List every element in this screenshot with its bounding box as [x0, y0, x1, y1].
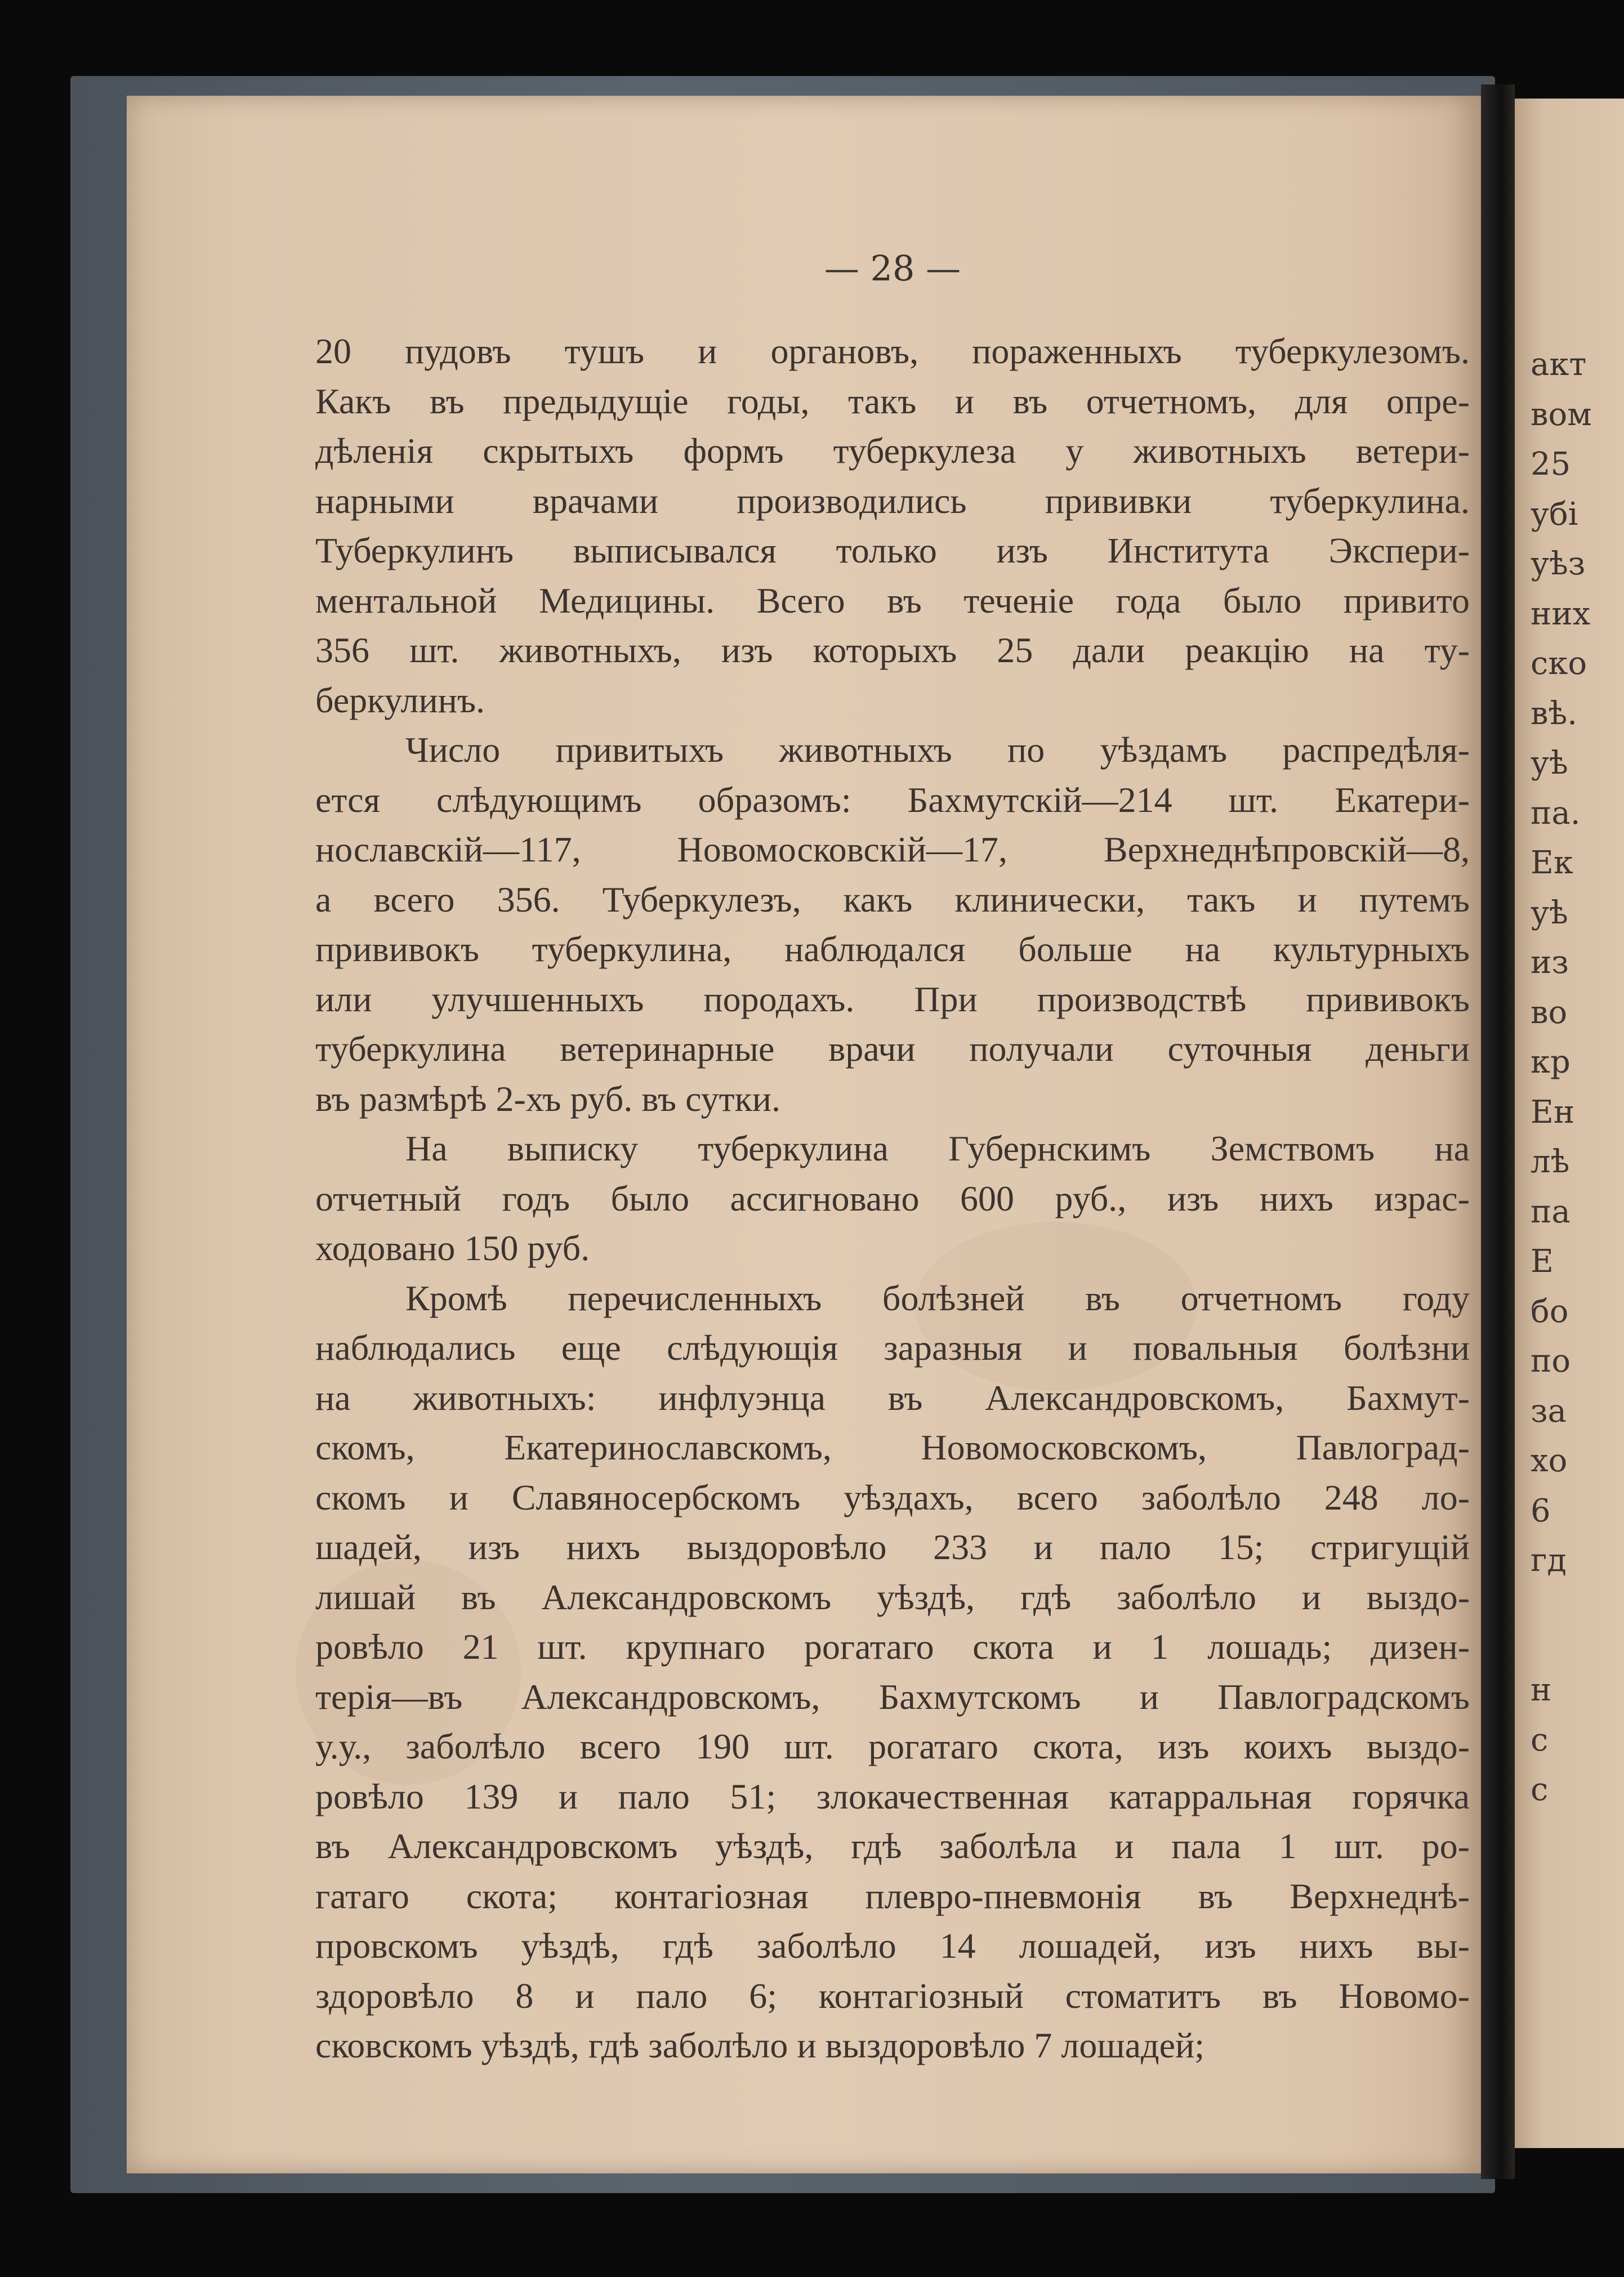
text-line: скомъ и Славяносербскомъ уѣздахъ, всего заболѣло 248 ло-: [315, 1477, 1470, 1517]
text-line: на животныхъ: инфлуэнца въ Александровскомъ, Бахмут-: [315, 1377, 1470, 1418]
next-page-fragment: па.: [1531, 794, 1581, 832]
next-page-fragment: 25: [1531, 446, 1571, 483]
text-line: беркулинъ.: [315, 680, 485, 720]
text-line: дѣленія скрытыхъ формъ туберкулеза у животныхъ ветери-: [315, 431, 1470, 471]
page-body-text: [315, 327, 1470, 2071]
next-page-fragment: вом: [1531, 396, 1592, 433]
text-line: Кромѣ перечисленныхъ болѣзней въ отчетномъ году: [405, 1278, 1470, 1318]
text-line: ходовано 150 руб.: [315, 1228, 590, 1268]
text-line: ментальной Медицины. Всего въ теченіе года было привито: [315, 580, 1470, 620]
text-line: нославскій—117, Новомосковскій—17, Верхнеднѣпровскій—8,: [315, 829, 1470, 869]
book-gutter: [1481, 84, 1515, 2179]
text-line: а всего 356. Туберкулезъ, какъ клинически, такъ и путемъ: [315, 879, 1470, 919]
page-number: — 28 —: [824, 248, 961, 289]
next-page-fragment: во: [1531, 994, 1568, 1031]
next-page-fragment: гд: [1531, 1542, 1567, 1579]
text-line: лишай въ Александровскомъ уѣздѣ, гдѣ заболѣло и выздо-: [315, 1577, 1470, 1617]
text-line: терія—въ Александровскомъ, Бахмутскомъ и Павлоградскомъ: [315, 1676, 1470, 1717]
text-line: скомъ, Екатеринославскомъ, Новомосковскомъ, Павлоград-: [315, 1427, 1470, 1467]
text-line: прививокъ туберкулина, наблюдался больше на культурныхъ: [315, 929, 1470, 969]
next-page-fragment: ско: [1531, 645, 1587, 682]
next-page-fragment: Ек: [1531, 845, 1573, 881]
next-page-fragment: хо: [1531, 1443, 1568, 1479]
next-page-fragment: кр: [1531, 1044, 1571, 1081]
next-page-fragment: вѣ.: [1531, 695, 1578, 732]
text-line: ется слѣдующимъ образомъ: Бахмутскій—214 шт. Екатери-: [315, 779, 1470, 820]
text-line: ровѣло 21 шт. крупнаго рогатаго скота и 1 лошадь; дизен-: [315, 1627, 1470, 1667]
text-line: гатаго скота; контагіозная плевро-пневмонія въ Верхнеднѣ-: [315, 1876, 1470, 1916]
text-line: 356 шт. животныхъ, изъ которыхъ 25 дали реакцію на ту-: [315, 630, 1470, 670]
next-page-fragment: лѣ: [1531, 1144, 1570, 1180]
text-line: На выписку туберкулина Губернскимъ Земствомъ на: [405, 1128, 1470, 1168]
text-line: у.у., заболѣло всего 190 шт. рогатаго скота, изъ коихъ выздо-: [315, 1726, 1470, 1766]
next-page-fragment: акт: [1531, 346, 1587, 383]
text-line: нарными врачами производились прививки туберкулина.: [315, 480, 1470, 521]
next-page-fragment: них: [1531, 595, 1591, 632]
next-page-fragment: с: [1531, 1771, 1549, 1809]
text-line: наблюдались еще слѣдующія заразныя и повальныя болѣзни: [315, 1328, 1470, 1368]
text-line: Туберкулинъ выписывался только изъ Института Экспери-: [315, 530, 1470, 570]
text-line: туберкулина ветеринарные врачи получали суточныя деньги: [315, 1029, 1470, 1069]
next-page-fragment: из: [1531, 944, 1569, 981]
next-page-fragment: уѣ: [1531, 894, 1568, 931]
next-page-fragment: с: [1531, 1721, 1549, 1758]
next-page-fragment: уѣ: [1531, 745, 1568, 782]
next-page-fragment: по: [1531, 1343, 1571, 1379]
text-line: или улучшенныхъ породахъ. При производствѣ прививокъ: [315, 979, 1470, 1019]
next-page-fragment: 6: [1531, 1492, 1551, 1529]
text-line: ровѣло 139 и пало 51; злокачественная катарральная горячка: [315, 1776, 1470, 1816]
next-page-fragment: убі: [1531, 495, 1578, 533]
text-line: Какъ въ предыдущіе годы, такъ и въ отчетномъ, для опре-: [315, 381, 1470, 421]
next-page-fragment: Е: [1531, 1243, 1554, 1280]
text-line: въ размѣрѣ 2-хъ руб. въ сутки.: [315, 1078, 780, 1119]
text-line: сковскомъ уѣздѣ, гдѣ заболѣло и выздоровѣло 7 лошадей;: [315, 2025, 1204, 2065]
next-page-fragment: н: [1531, 1672, 1552, 1709]
text-line: отчетный годъ было ассигновано 600 руб., изъ нихъ израс-: [315, 1178, 1470, 1218]
next-page-fragment: Ен: [1531, 1093, 1575, 1131]
text-line: провскомъ уѣздѣ, гдѣ заболѣло 14 лошадей, изъ нихъ вы-: [315, 1926, 1470, 1966]
next-page-fragment: уѣз: [1531, 546, 1586, 582]
text-line: 20 пудовъ тушъ и органовъ, пораженныхъ туберкулезомъ.: [315, 331, 1470, 371]
text-line: въ Александровскомъ уѣздѣ, гдѣ заболѣла и пала 1 шт. ро-: [315, 1826, 1470, 1866]
text-line: шадей, изъ нихъ выздоровѣло 233 и пало 15; стригущій: [315, 1527, 1470, 1567]
next-page-fragment: бо: [1531, 1293, 1569, 1330]
text-line: здоровѣло 8 и пало 6; контагіозный стоматитъ въ Новомо-: [315, 1975, 1470, 2016]
next-page-fragment: за: [1531, 1392, 1567, 1430]
next-page-fragment: па: [1531, 1193, 1571, 1230]
text-line: Число привитыхъ животныхъ по уѣздамъ распредѣля-: [405, 730, 1470, 770]
next-page-edge: [1515, 99, 1624, 2148]
